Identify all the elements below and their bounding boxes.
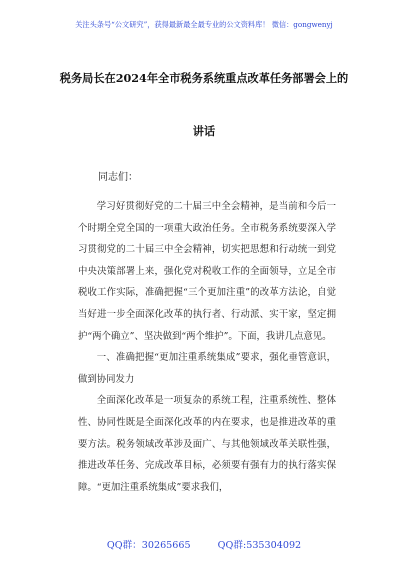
paragraph-intro: 学习好贯彻好党的二十届三中全会精神，是当前和今后一个时期全党全国的一项重大政治任务。全市税务系统要深入学习贯彻党的二十届三中全会精神，切实把思想和行动统一到党中央决策部署上来，强化党对税收工作的全面领导，立足全市税收工作实际，准确把握“三个更加注重”的改革方法论，自觉当好进一步全面深化改革的执行者、行动派、实干家，坚定拥护“两个确立”、坚决做到“两个维护”。下面，我讲几点意见。 xyxy=(78,201,336,342)
paragraph-section-1: 全面深化改革是一项复杂的系统工程，注重系统性、整体性、协同性既是全面深化改革的内在要求，也是推进改革的重要方法。税务领域改革涉及面广、与其他领域改革关联性强，推进改革任务、完成改革目标，必须要有强有力的执行落实保障。“更加注重系统集成”要求我们， xyxy=(78,395,336,493)
promo-header: 关注头条号“公文研究”，获得最新最全最专业的公文资料库！ 微信：gongwenyj xyxy=(75,20,333,29)
section-heading-1: 一、准确把握“更加注重系统集成”要求，强化垂管意识，做到协同发力 xyxy=(78,352,336,385)
qq-footer xyxy=(0,537,408,551)
greeting: 同志们： xyxy=(98,172,138,183)
document-body xyxy=(78,196,336,498)
qq-group-2: QQ群:535304092 xyxy=(217,540,302,551)
document-subtitle: 讲话 xyxy=(192,124,216,138)
qq-group-1: QQ群：30265665 xyxy=(106,540,191,551)
document-title: 税务局长在2024年全市税务系统重点改革任务部署会上的 xyxy=(59,71,349,85)
